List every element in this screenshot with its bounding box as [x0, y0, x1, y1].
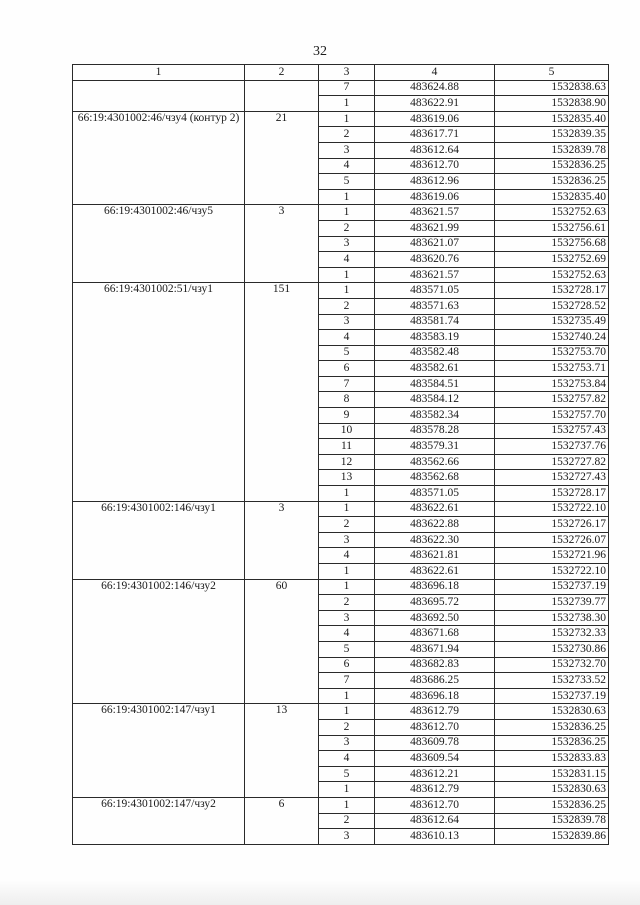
x-coordinate-cell: 483692.50	[375, 610, 495, 626]
y-coordinate-cell: 1532757.43	[495, 423, 609, 439]
point-number-cell: 2	[319, 719, 375, 735]
x-coordinate-cell: 483695.72	[375, 595, 495, 611]
x-coordinate-cell: 483584.12	[375, 392, 495, 408]
point-number-cell: 7	[319, 673, 375, 689]
y-coordinate-cell: 1532752.69	[495, 252, 609, 268]
point-number-cell: 5	[319, 641, 375, 657]
point-number-cell: 1	[319, 501, 375, 517]
point-number-cell: 6	[319, 657, 375, 673]
x-coordinate-cell: 483624.88	[375, 80, 495, 96]
y-coordinate-cell: 1532752.63	[495, 205, 609, 221]
x-coordinate-cell: 483617.71	[375, 127, 495, 143]
point-number-cell: 1	[319, 704, 375, 720]
y-coordinate-cell: 1532757.82	[495, 392, 609, 408]
y-coordinate-cell: 1532836.25	[495, 719, 609, 735]
point-number-cell: 9	[319, 408, 375, 424]
y-coordinate-cell: 1532727.43	[495, 470, 609, 486]
column-header: 4	[375, 65, 495, 81]
x-coordinate-cell: 483619.06	[375, 111, 495, 127]
point-number-cell: 1	[319, 267, 375, 283]
x-coordinate-cell: 483578.28	[375, 423, 495, 439]
point-number-cell: 3	[319, 829, 375, 845]
y-coordinate-cell: 1532833.83	[495, 751, 609, 767]
x-coordinate-cell: 483612.64	[375, 142, 495, 158]
x-coordinate-cell: 483696.18	[375, 579, 495, 595]
parcel-name-cell: 66:19:4301002:147/чзу2	[73, 797, 245, 844]
y-coordinate-cell: 1532836.25	[495, 158, 609, 174]
y-coordinate-cell: 1532836.25	[495, 797, 609, 813]
y-coordinate-cell: 1532830.63	[495, 782, 609, 798]
page-number: 32	[313, 44, 327, 59]
point-number-cell: 4	[319, 548, 375, 564]
point-number-cell: 4	[319, 158, 375, 174]
y-coordinate-cell: 1532835.40	[495, 189, 609, 205]
point-number-cell: 2	[319, 595, 375, 611]
point-number-cell: 2	[319, 298, 375, 314]
y-coordinate-cell: 1532839.78	[495, 813, 609, 829]
y-coordinate-cell: 1532756.68	[495, 236, 609, 252]
y-coordinate-cell: 1532733.52	[495, 673, 609, 689]
x-coordinate-cell: 483610.13	[375, 829, 495, 845]
area-cell: 3	[245, 501, 319, 579]
x-coordinate-cell: 483622.61	[375, 564, 495, 580]
y-coordinate-cell: 1532737.19	[495, 688, 609, 704]
y-coordinate-cell: 1532756.61	[495, 220, 609, 236]
y-coordinate-cell: 1532737.76	[495, 439, 609, 455]
point-number-cell: 11	[319, 439, 375, 455]
column-header: 3	[319, 65, 375, 81]
x-coordinate-cell: 483622.88	[375, 517, 495, 533]
point-number-cell: 10	[319, 423, 375, 439]
x-coordinate-cell: 483621.07	[375, 236, 495, 252]
point-number-cell: 2	[319, 517, 375, 533]
point-number-cell: 5	[319, 345, 375, 361]
y-coordinate-cell: 1532740.24	[495, 330, 609, 346]
point-number-cell: 1	[319, 111, 375, 127]
y-coordinate-cell: 1532737.19	[495, 579, 609, 595]
x-coordinate-cell: 483671.94	[375, 641, 495, 657]
point-number-cell: 3	[319, 735, 375, 751]
y-coordinate-cell: 1532830.63	[495, 704, 609, 720]
x-coordinate-cell: 483609.54	[375, 751, 495, 767]
point-number-cell: 5	[319, 174, 375, 190]
x-coordinate-cell: 483612.96	[375, 174, 495, 190]
x-coordinate-cell: 483696.18	[375, 688, 495, 704]
parcel-name-cell: 66:19:4301002:146/чзу1	[73, 501, 245, 579]
point-number-cell: 6	[319, 361, 375, 377]
y-coordinate-cell: 1532753.70	[495, 345, 609, 361]
x-coordinate-cell: 483671.68	[375, 626, 495, 642]
x-coordinate-cell: 483581.74	[375, 314, 495, 330]
x-coordinate-cell: 483622.30	[375, 532, 495, 548]
x-coordinate-cell: 483612.70	[375, 797, 495, 813]
x-coordinate-cell: 483571.05	[375, 283, 495, 299]
scan-shadow	[0, 880, 640, 905]
point-number-cell: 1	[319, 688, 375, 704]
x-coordinate-cell: 483612.70	[375, 719, 495, 735]
x-coordinate-cell: 483622.61	[375, 501, 495, 517]
y-coordinate-cell: 1532836.25	[495, 735, 609, 751]
y-coordinate-cell: 1532722.10	[495, 564, 609, 580]
x-coordinate-cell: 483682.83	[375, 657, 495, 673]
x-coordinate-cell: 483583.19	[375, 330, 495, 346]
point-number-cell: 1	[319, 564, 375, 580]
point-number-cell: 1	[319, 797, 375, 813]
point-number-cell: 3	[319, 142, 375, 158]
y-coordinate-cell: 1532831.15	[495, 766, 609, 782]
y-coordinate-cell: 1532839.86	[495, 829, 609, 845]
x-coordinate-cell: 483612.79	[375, 782, 495, 798]
area-cell: 151	[245, 283, 319, 501]
point-number-cell: 8	[319, 392, 375, 408]
y-coordinate-cell: 1532721.96	[495, 548, 609, 564]
y-coordinate-cell: 1532839.35	[495, 127, 609, 143]
y-coordinate-cell: 1532839.78	[495, 142, 609, 158]
x-coordinate-cell: 483582.48	[375, 345, 495, 361]
point-number-cell: 1	[319, 579, 375, 595]
y-coordinate-cell: 1532728.17	[495, 486, 609, 502]
column-header: 2	[245, 65, 319, 81]
point-number-cell: 1	[319, 782, 375, 798]
table-row	[73, 501, 609, 517]
table-row	[73, 283, 609, 299]
y-coordinate-cell: 1532728.17	[495, 283, 609, 299]
x-coordinate-cell: 483584.51	[375, 376, 495, 392]
x-coordinate-cell: 483582.34	[375, 408, 495, 424]
y-coordinate-cell: 1532730.86	[495, 641, 609, 657]
y-coordinate-cell: 1532728.52	[495, 298, 609, 314]
column-header: 5	[495, 65, 609, 81]
y-coordinate-cell: 1532726.17	[495, 517, 609, 533]
x-coordinate-cell: 483582.61	[375, 361, 495, 377]
point-number-cell: 1	[319, 189, 375, 205]
header-row	[73, 65, 609, 81]
x-coordinate-cell: 483571.63	[375, 298, 495, 314]
x-coordinate-cell: 483562.68	[375, 470, 495, 486]
x-coordinate-cell: 483609.78	[375, 735, 495, 751]
table-body	[73, 80, 609, 844]
x-coordinate-cell: 483562.66	[375, 454, 495, 470]
area-cell: 21	[245, 111, 319, 205]
y-coordinate-cell: 1532753.71	[495, 361, 609, 377]
area-cell: 6	[245, 797, 319, 844]
parcel-name-cell: 66:19:4301002:146/чзу2	[73, 579, 245, 704]
y-coordinate-cell: 1532732.33	[495, 626, 609, 642]
area-cell: 3	[245, 205, 319, 283]
table-row	[73, 205, 609, 221]
x-coordinate-cell: 483621.57	[375, 267, 495, 283]
point-number-cell: 1	[319, 96, 375, 112]
x-coordinate-cell: 483621.99	[375, 220, 495, 236]
point-number-cell: 4	[319, 751, 375, 767]
point-number-cell: 4	[319, 330, 375, 346]
y-coordinate-cell: 1532722.10	[495, 501, 609, 517]
point-number-cell: 3	[319, 236, 375, 252]
point-number-cell: 4	[319, 252, 375, 268]
point-number-cell: 12	[319, 454, 375, 470]
y-coordinate-cell: 1532726.07	[495, 532, 609, 548]
coordinates-table	[72, 64, 609, 845]
point-number-cell: 13	[319, 470, 375, 486]
y-coordinate-cell: 1532738.30	[495, 610, 609, 626]
point-number-cell: 7	[319, 376, 375, 392]
x-coordinate-cell: 483686.25	[375, 673, 495, 689]
table-row	[73, 579, 609, 595]
y-coordinate-cell: 1532838.90	[495, 96, 609, 112]
area-cell	[245, 80, 319, 111]
point-number-cell: 7	[319, 80, 375, 96]
point-number-cell: 1	[319, 205, 375, 221]
table-row	[73, 797, 609, 813]
x-coordinate-cell: 483579.31	[375, 439, 495, 455]
x-coordinate-cell: 483612.70	[375, 158, 495, 174]
x-coordinate-cell: 483612.79	[375, 704, 495, 720]
y-coordinate-cell: 1532753.84	[495, 376, 609, 392]
point-number-cell: 2	[319, 127, 375, 143]
y-coordinate-cell: 1532727.82	[495, 454, 609, 470]
y-coordinate-cell: 1532732.70	[495, 657, 609, 673]
area-cell: 13	[245, 704, 319, 798]
x-coordinate-cell: 483620.76	[375, 252, 495, 268]
table-row	[73, 704, 609, 720]
point-number-cell: 4	[319, 626, 375, 642]
x-coordinate-cell: 483571.05	[375, 486, 495, 502]
area-cell: 60	[245, 579, 319, 704]
table-row	[73, 111, 609, 127]
point-number-cell: 1	[319, 283, 375, 299]
parcel-name-cell: 66:19:4301002:46/чзу4 (контур 2)	[73, 111, 245, 205]
y-coordinate-cell: 1532835.40	[495, 111, 609, 127]
y-coordinate-cell: 1532739.77	[495, 595, 609, 611]
x-coordinate-cell: 483621.81	[375, 548, 495, 564]
y-coordinate-cell: 1532735.49	[495, 314, 609, 330]
point-number-cell: 3	[319, 610, 375, 626]
y-coordinate-cell: 1532757.70	[495, 408, 609, 424]
x-coordinate-cell: 483612.21	[375, 766, 495, 782]
point-number-cell: 2	[319, 220, 375, 236]
table-row	[73, 80, 609, 96]
parcel-name-cell: 66:19:4301002:46/чзу5	[73, 205, 245, 283]
point-number-cell: 5	[319, 766, 375, 782]
point-number-cell: 3	[319, 532, 375, 548]
parcel-name-cell	[73, 80, 245, 111]
y-coordinate-cell: 1532752.63	[495, 267, 609, 283]
x-coordinate-cell: 483612.64	[375, 813, 495, 829]
point-number-cell: 1	[319, 486, 375, 502]
x-coordinate-cell: 483621.57	[375, 205, 495, 221]
y-coordinate-cell: 1532836.25	[495, 174, 609, 190]
point-number-cell: 3	[319, 314, 375, 330]
x-coordinate-cell: 483619.06	[375, 189, 495, 205]
x-coordinate-cell: 483622.91	[375, 96, 495, 112]
parcel-name-cell: 66:19:4301002:51/чзу1	[73, 283, 245, 501]
point-number-cell: 2	[319, 813, 375, 829]
column-header: 1	[73, 65, 245, 81]
y-coordinate-cell: 1532838.63	[495, 80, 609, 96]
parcel-name-cell: 66:19:4301002:147/чзу1	[73, 704, 245, 798]
